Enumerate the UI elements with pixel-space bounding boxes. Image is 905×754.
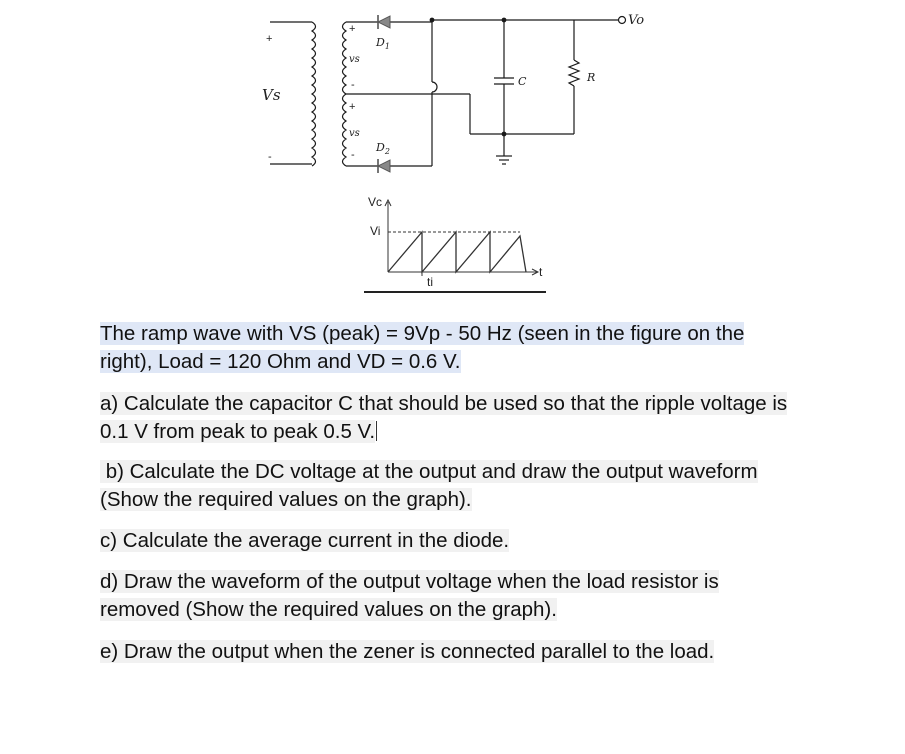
t-axis-label: t xyxy=(539,265,543,279)
problem-intro xyxy=(100,320,870,376)
ramp-waveform-figure xyxy=(360,190,550,295)
question-d-line-2: removed (Show the required values on the graph). xyxy=(100,598,557,621)
text-cursor xyxy=(376,421,377,441)
question-d xyxy=(100,568,870,624)
question-c xyxy=(100,527,870,555)
primary-minus: - xyxy=(268,151,272,163)
junction-dot xyxy=(430,18,435,23)
question-a-line-2: 0.1 V from peak to peak 0.5 V. xyxy=(100,420,376,443)
d2-label: $D_2$ xyxy=(376,141,390,156)
junction-dot xyxy=(502,18,507,23)
question-a xyxy=(100,390,870,446)
question-d-line-1: d) Draw the waveform of the output voltage when the load resistor is xyxy=(100,570,719,593)
intro-line-2: right), Load = 120 Ohm and VD = 0.6 V. xyxy=(100,350,461,373)
resistor-label: R xyxy=(587,71,596,84)
diode-d1-symbol xyxy=(378,16,390,28)
question-c-line-1: c) Calculate the average current in the diode. xyxy=(100,529,510,552)
output-terminal xyxy=(619,17,626,24)
question-b xyxy=(100,458,870,514)
capacitor-label: C xyxy=(518,75,527,88)
question-b-line-2: (Show the required values on the graph). xyxy=(100,488,472,511)
ti-label: ti xyxy=(427,275,433,289)
rectifier-circuit-diagram xyxy=(250,8,660,178)
vi-level-label: Vi xyxy=(370,224,381,238)
vs-bottom-plus: + xyxy=(349,101,356,113)
vc-axis-label: Vc xyxy=(368,195,383,209)
vs-bottom-minus: - xyxy=(351,149,355,161)
intro-line-1: The ramp wave with VS (peak) = 9Vp - 50 Hz (seen in the figure on the xyxy=(100,322,745,345)
vs-top-minus: - xyxy=(351,79,355,91)
question-b-line-1: b) Calculate the DC voltage at the output and draw the output waveform xyxy=(100,460,758,483)
primary-coil xyxy=(312,22,316,166)
secondary-coil xyxy=(343,22,347,166)
question-a-line-1: a) Calculate the capacitor C that should be used so that the ripple voltage is xyxy=(100,392,788,415)
junction-dot xyxy=(502,132,507,137)
output-label: Vo xyxy=(628,13,645,28)
vs-top-plus: + xyxy=(349,23,356,35)
primary-plus: + xyxy=(266,33,273,45)
vs-top-label: vs xyxy=(349,54,360,65)
question-e xyxy=(100,638,870,666)
question-e-line-1: e) Draw the output when the zener is connected parallel to the load. xyxy=(100,640,715,663)
d1-label: $D_1$ xyxy=(376,36,390,51)
diode-d2-symbol xyxy=(378,160,390,172)
source-label: Vs xyxy=(262,86,281,104)
vs-bottom-label: vs xyxy=(349,128,360,139)
ramp-wave xyxy=(388,232,526,272)
resistor-zigzag xyxy=(569,60,579,86)
wire-crossover xyxy=(432,82,437,92)
